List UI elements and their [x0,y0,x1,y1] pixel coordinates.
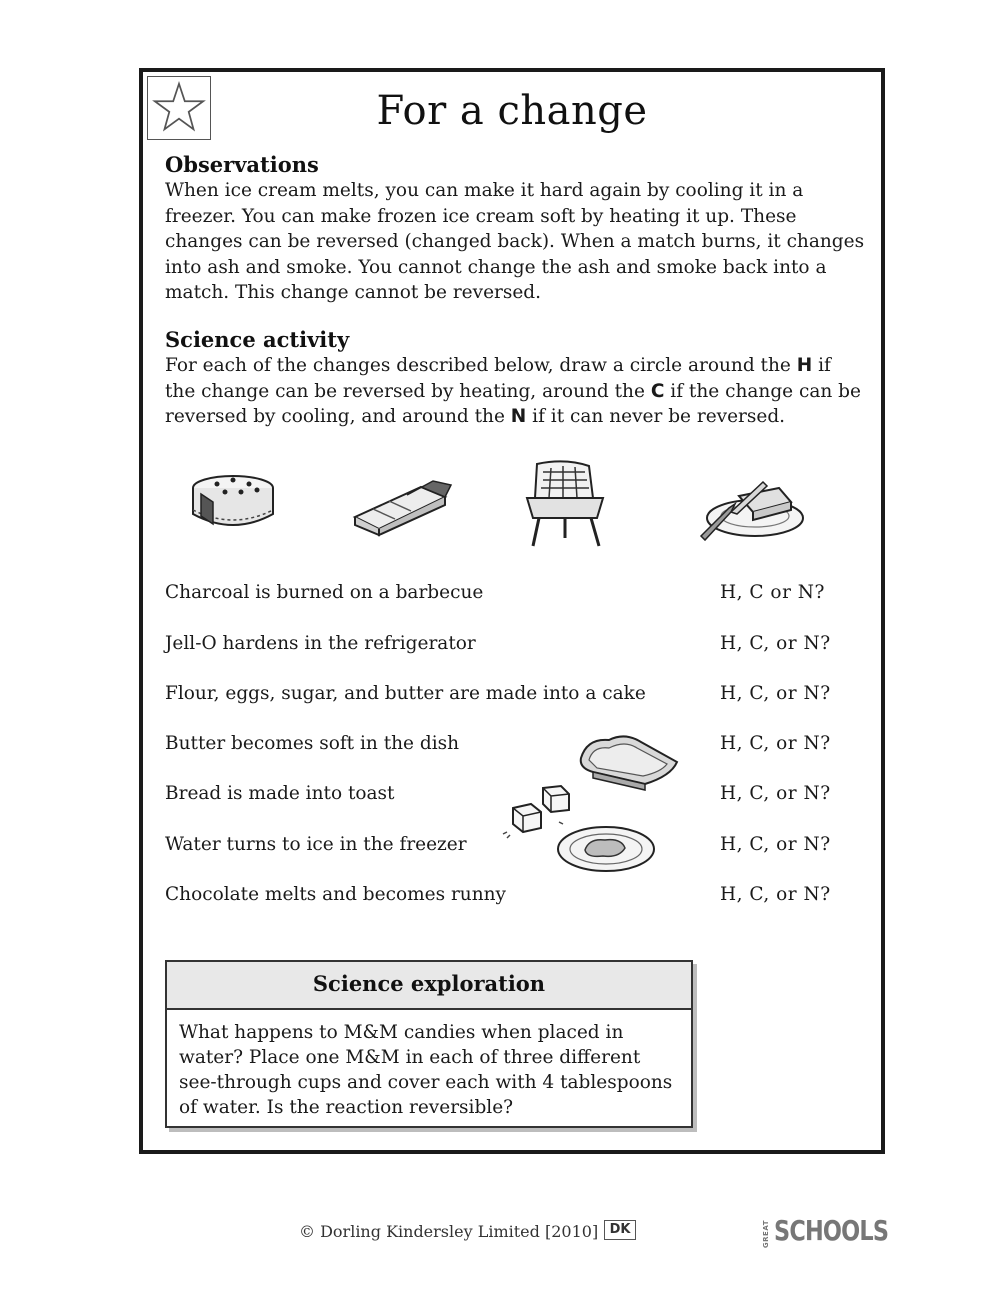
observations-text: When ice cream melts, you can make it hard again by cooling it in a freezer. You can make frozen ice cream soft by heating it up. These changes can be reversed (changed back). When a match burns, it changes into ash and smoke. You cannot change the ash and smoke back into a match. This change cannot be reversed. [165,180,865,303]
cake-icon [187,472,279,536]
pictures-row [143,452,881,572]
key-n: N [510,406,527,427]
question-text: Water turns to ice in the freezer [165,834,467,855]
page-title: For a change [376,88,648,134]
answer-options[interactable]: H, C, or N? [720,633,831,654]
answer-options[interactable]: H, C, or N? [720,783,831,804]
answer-options[interactable]: H, C, or N? [720,683,831,704]
chocolate-bar-icon [349,477,459,537]
answer-options[interactable]: H, C, or N? [720,733,831,754]
key-h: H [796,355,813,376]
copyright-text: © Dorling Kindersley Limited [2010] [299,1222,599,1241]
question-text: Bread is made into toast [165,783,395,804]
gs-great-text: GREAT [762,1220,770,1249]
answer-options[interactable]: H, C, or N? [720,884,831,905]
dk-logo: DK [604,1220,636,1240]
answer-options[interactable]: H, C or N? [720,582,825,603]
science-exploration-box [165,960,693,1128]
question-row [165,683,845,709]
activity-heading: Science activity [165,327,350,352]
butter-dish-icon [695,474,807,542]
question-row [165,834,845,860]
barbecue-grill-icon [519,458,611,554]
activity-instructions: For each of the changes described below, draw a circle around the H if the change can be reversed by heating, around the C if the change can be reversed by cooling, and around the N if it can never be reversed. [165,355,861,427]
greatschools-logo [762,1214,892,1249]
question-row [165,884,845,910]
exploration-text: What happens to M&M candies when placed in water? Place one M&M in each of three different see-through cups and cover each with 4 tablespoons of water. Is the reaction reversible? [179,1022,673,1118]
exploration-heading: Science exploration [167,962,691,1010]
observations-heading: Observations [165,152,319,177]
question-row [165,783,845,809]
question-text: Jell-O hardens in the refrigerator [165,633,476,654]
footer [0,1216,1000,1256]
question-row [165,582,845,608]
question-text: Charcoal is burned on a barbecue [165,582,484,603]
answer-options[interactable]: H, C, or N? [720,834,831,855]
question-row [165,733,845,759]
question-row [165,633,845,659]
key-c: C [650,380,665,402]
question-text: Butter becomes soft in the dish [165,733,460,754]
gs-schools-text: SCHOOLS [774,1214,889,1247]
question-text: Flour, eggs, sugar, and butter are made into a cake [165,683,646,704]
worksheet [139,68,885,1154]
question-text: Chocolate melts and becomes runny [165,884,506,905]
